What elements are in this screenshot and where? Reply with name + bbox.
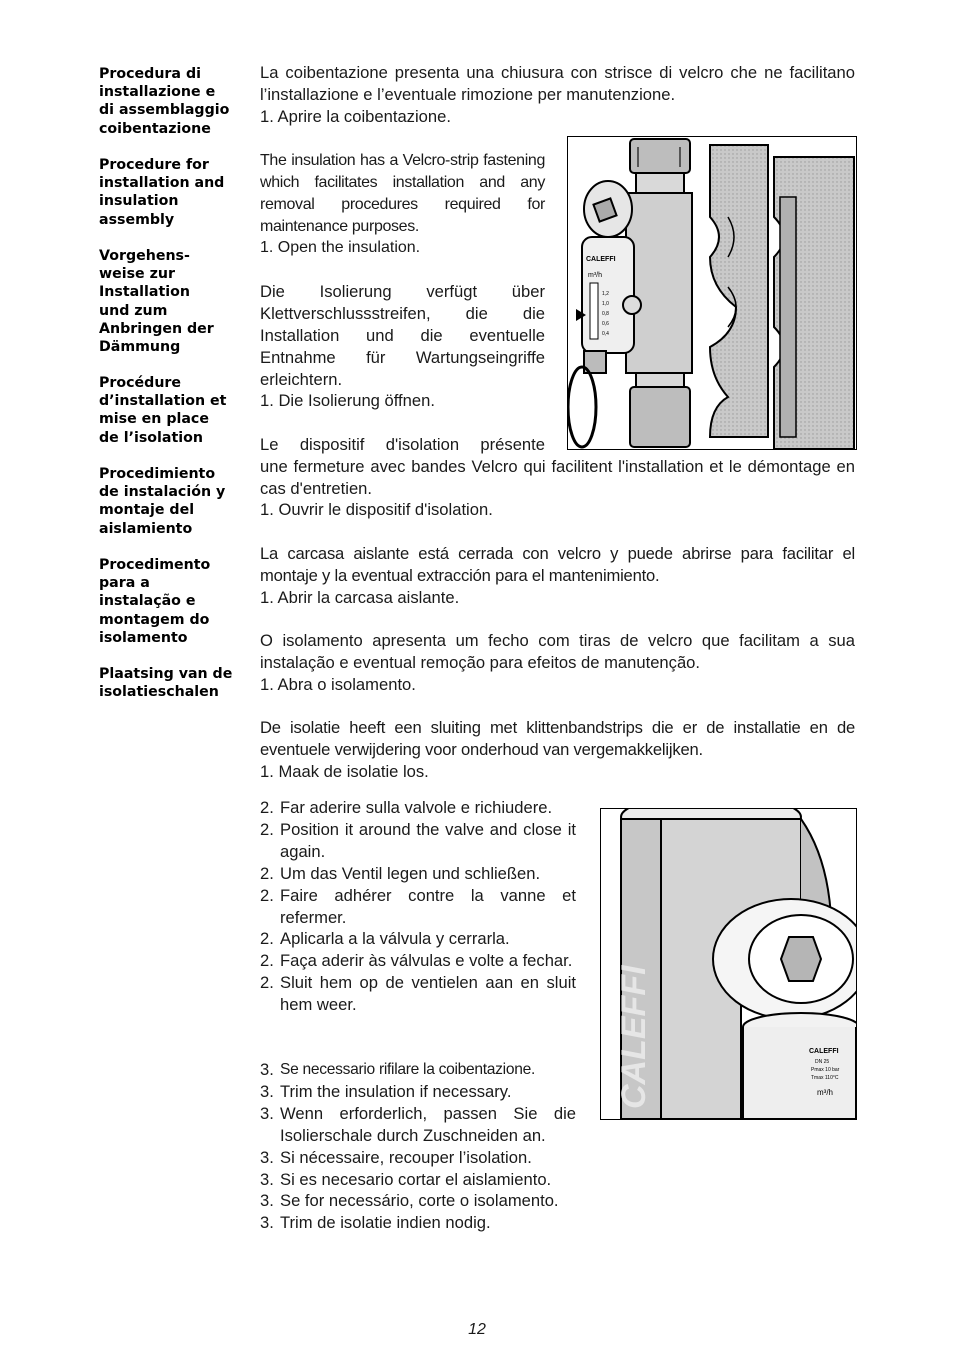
- heading-line: isolatieschalen: [99, 684, 219, 701]
- heading-line: Procedimento: [99, 557, 211, 573]
- figure1-brand: CALEFFI: [586, 256, 616, 263]
- heading-line: de l’isolation: [99, 429, 203, 446]
- heading-line: Plaatsing van de: [99, 666, 233, 682]
- figure2-label-line: DN 25: [815, 1059, 830, 1065]
- paragraph-nl: De isolatie heeft een sluiting met klittenbandstrips die er de installatie en de eventuele verwijdering voor onderhoud van vergemakkelijken.: [260, 718, 855, 759]
- heading-line: Procedimiento: [99, 466, 216, 482]
- list-item: [260, 1190, 585, 1212]
- heading-line: insulation: [99, 193, 179, 210]
- heading-it: [99, 65, 251, 138]
- figure1-scale-value: 0,4: [602, 331, 609, 337]
- heading-es: [99, 465, 251, 538]
- step-text: Se for necessário, corte o isolamento.: [280, 1191, 559, 1211]
- step-text: Um das Ventil legen und schließen.: [280, 863, 541, 883]
- step-text: Wenn erforderlich, passen Sie die Isolierschale durch Zuschneiden an.: [280, 1103, 576, 1145]
- step-text: Trim de isolatie indien nodig.: [280, 1213, 491, 1233]
- list-item: [260, 1212, 585, 1234]
- paragraph-fr: une fermeture avec bandes Velcro qui facilitent l'installation et le démontage en cas d'entretien.: [260, 457, 855, 498]
- step1-it: 1. Aprire la coibentazione.: [260, 107, 451, 126]
- heading-line: weise zur: [99, 266, 175, 283]
- figure1-scale-value: 0,8: [602, 311, 609, 317]
- heading-line: instalação e: [99, 593, 196, 610]
- list-item: [260, 885, 576, 929]
- step-number: 3.: [260, 1081, 274, 1101]
- valve-illustration: [568, 137, 856, 449]
- step-number: 2.: [260, 819, 274, 839]
- step1-en: 1. Open the insulation.: [260, 239, 421, 256]
- heading-line: mise en place: [99, 411, 209, 428]
- heading-line: montaje del: [99, 502, 195, 519]
- heading-line: isolamento: [99, 629, 188, 646]
- figure-open-insulation: [567, 136, 857, 450]
- heading-fr: [99, 374, 251, 447]
- figure2-label-brand: CALEFFI: [809, 1048, 839, 1055]
- step-text: Faça aderir às válvulas e volte a fechar.: [280, 951, 573, 971]
- step3-list: [260, 1059, 585, 1234]
- heading-line: montagem do: [99, 611, 210, 628]
- step-number: 2.: [260, 885, 274, 905]
- paragraph-fr-first-line: Le dispositif d'isolation présente: [260, 435, 545, 454]
- heading-line: aislamiento: [99, 520, 193, 537]
- paragraph-de: Die Isolierung verfügt über Klettverschlussstreifen, die die Installation und die eventuelle Entnahme für Wartungseingriffe erleichtern.: [260, 282, 545, 389]
- heading-line: assembly: [99, 211, 175, 228]
- step-number: 3.: [260, 1213, 274, 1233]
- step2-list: [260, 797, 576, 1016]
- list-item: [260, 1103, 576, 1147]
- step-text: Si es necesario cortar el aislamiento.: [280, 1169, 552, 1189]
- step-text: Trim the insulation if necessary.: [280, 1081, 512, 1101]
- paragraph-en: The insulation has a Velcro-strip fastening which facilitates installation and any removal procedures required for maintenance purposes.: [260, 152, 545, 235]
- step1-es: 1. Abrir la carcasa aislante.: [260, 588, 460, 607]
- heading-line: d’installation et: [99, 393, 227, 410]
- figure1-scale-value: 1,0: [602, 301, 609, 307]
- list-item: [260, 1169, 585, 1191]
- step-text: Faire adhérer contre la vanne et refermer.: [280, 885, 576, 927]
- heading-line: Anbringen der: [99, 320, 214, 337]
- step-number: 3.: [260, 1169, 274, 1189]
- insulated-valve-illustration: [601, 809, 856, 1119]
- step1-pt: 1. Abra o isolamento.: [260, 675, 416, 694]
- figure1-unit: m³/h: [588, 272, 602, 279]
- paragraph-it: La coibentazione presenta una chiusura con strisce di velcro che ne facilitano l’installazione e l’eventuale rimozione per manutenzione.: [260, 63, 855, 104]
- heading-line: installazione e: [99, 84, 216, 101]
- list-item: [260, 1059, 585, 1081]
- step-number: 3.: [260, 1103, 274, 1123]
- step1-fr: 1. Ouvrir le dispositif d'isolation.: [260, 500, 493, 519]
- step-number: 2.: [260, 973, 274, 993]
- step-number: 3.: [260, 1147, 274, 1167]
- figure1-scale-value: 1,2: [602, 291, 609, 297]
- heading-line: Vorgehens-: [99, 248, 190, 264]
- figure2-unit: m³/h: [817, 1088, 833, 1097]
- heading-line: para a: [99, 575, 150, 592]
- paragraph-pt: O isolamento apresenta um fecho com tiras de velcro que facilitam a sua instalação e eventual remoção para efeitos de manutenção.: [260, 631, 855, 672]
- heading-pt: [99, 556, 251, 647]
- step-number: 3.: [260, 1060, 274, 1079]
- step-text: Position it around the valve and close it again.: [280, 819, 576, 861]
- list-item: [260, 1147, 585, 1169]
- heading-line: de instalación y: [99, 484, 226, 501]
- heading-line: Procedura di: [99, 66, 201, 82]
- heading-line: Dämmung: [99, 339, 181, 356]
- heading-line: coibentazione: [99, 120, 211, 137]
- paragraph-es: La carcasa aislante está cerrada con velcro y puede abrirse para facilitar el montaje y la eventual extracción para el mantenimiento.: [260, 544, 855, 585]
- step-number: 2.: [260, 951, 274, 971]
- figure1-scale-value: 0,6: [602, 321, 609, 327]
- step-text: Se necessario rifilare la coibentazione.: [280, 1061, 535, 1078]
- figure2-brand: CALEFFI: [615, 965, 653, 1109]
- step-number: 2.: [260, 863, 274, 883]
- list-item: [260, 863, 576, 885]
- heading-line: und zum: [99, 302, 168, 319]
- heading-line: di assemblaggio: [99, 102, 230, 119]
- step-number: 2.: [260, 798, 274, 817]
- list-item: [260, 972, 576, 1016]
- step-text: Sluit hem op de ventielen aan en sluit hem weer.: [280, 973, 576, 1015]
- step-number: 2.: [260, 929, 274, 949]
- figure2-label-line: Tmax 110°C: [811, 1075, 839, 1081]
- heading-line: Procédure: [99, 375, 182, 391]
- heading-line: Procedure for: [99, 157, 209, 173]
- step-text: Si nécessaire, recouper l’isolation.: [280, 1147, 532, 1167]
- heading-line: Installation: [99, 284, 190, 301]
- step1-nl: 1. Maak de isolatie los.: [260, 762, 429, 781]
- list-item: [260, 819, 576, 863]
- step1-de: 1. Die Isolierung öffnen.: [260, 391, 435, 410]
- list-item: [260, 1081, 585, 1103]
- step-text: Far aderire sulla valvole e richiudere.: [280, 798, 553, 817]
- heading-line: installation and: [99, 175, 225, 192]
- heading-nl: [99, 665, 251, 701]
- figure2-label-line: Pmax 10 bar: [811, 1067, 840, 1073]
- heading-en: [99, 156, 251, 229]
- list-item: [260, 928, 576, 950]
- page-number: 12: [468, 1321, 486, 1338]
- heading-de: [99, 247, 251, 356]
- list-item: [260, 797, 576, 819]
- step-text: Aplicarla a la válvula y cerrarla.: [280, 929, 510, 949]
- figure-closed-insulation: [600, 808, 857, 1120]
- step-number: 3.: [260, 1191, 274, 1211]
- list-item: [260, 950, 576, 972]
